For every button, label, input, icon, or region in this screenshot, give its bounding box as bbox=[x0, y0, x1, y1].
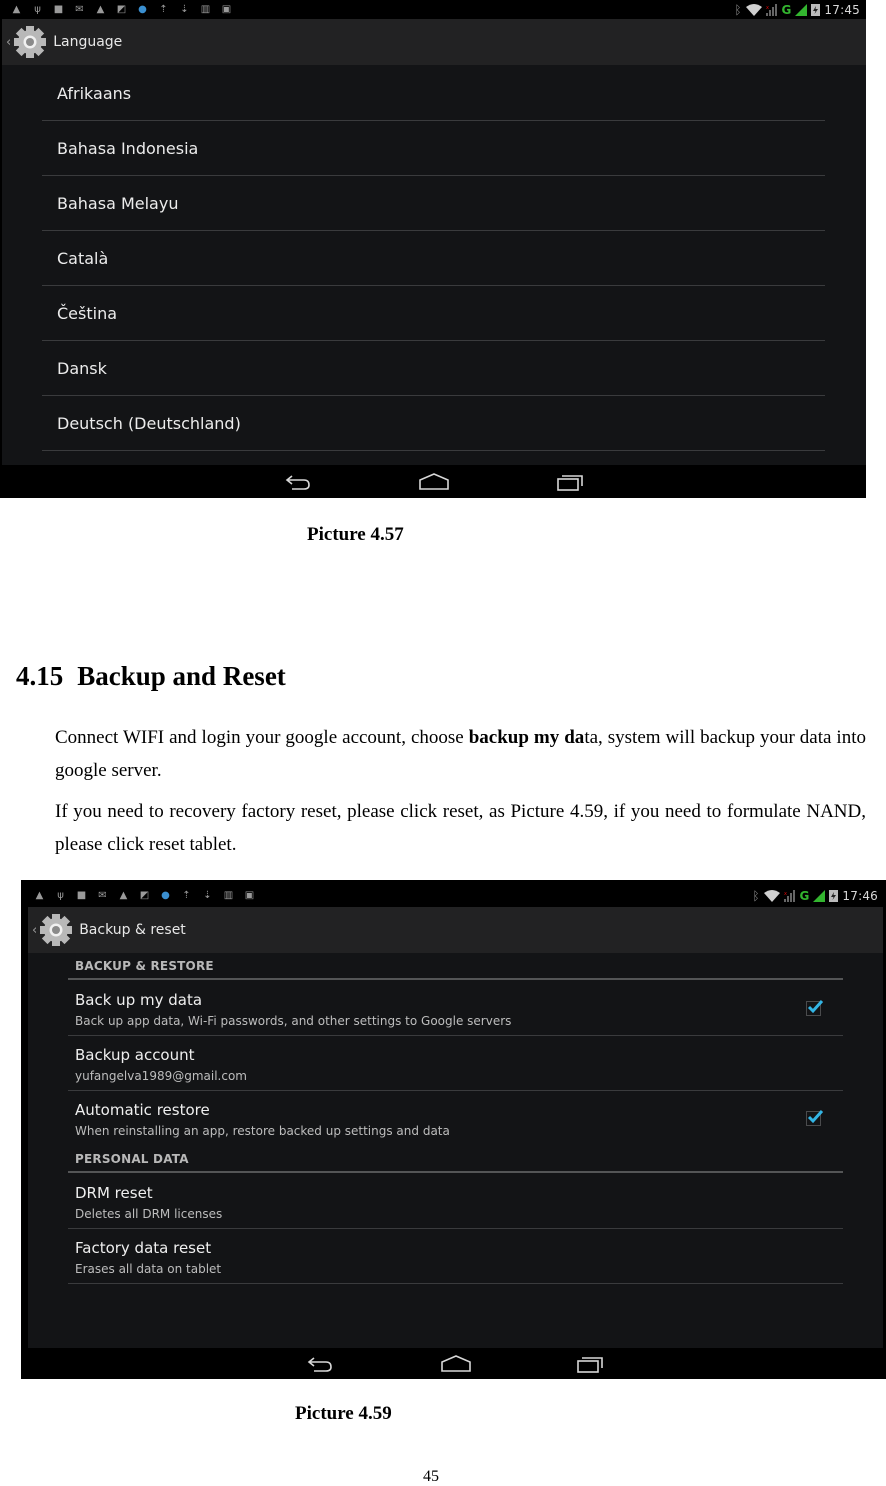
clock: 17:46 bbox=[842, 888, 878, 903]
settings-gear-icon[interactable] bbox=[13, 25, 47, 59]
section-heading bbox=[16, 661, 286, 692]
navigation-bar bbox=[0, 465, 866, 498]
pref-summary: Deletes all DRM licenses bbox=[75, 1207, 223, 1221]
pref-drm-reset[interactable] bbox=[68, 1174, 843, 1229]
paragraph-text: Connect WIFI and login your google account, choose bbox=[55, 727, 469, 748]
no-sim-icon: ◩ bbox=[116, 4, 127, 15]
barcode-icon: ▥ bbox=[200, 4, 211, 15]
language-label: Català bbox=[57, 249, 109, 268]
page-number: 45 bbox=[423, 1468, 439, 1485]
pref-title: Back up my data bbox=[75, 991, 203, 1009]
category-label: BACKUP & RESTORE bbox=[75, 959, 214, 973]
pref-automatic-restore[interactable] bbox=[68, 1091, 843, 1146]
pref-summary: Back up app data, Wi-Fi passwords, and other settings to Google servers bbox=[75, 1014, 512, 1028]
usb-icon: ψ bbox=[57, 890, 64, 901]
backup-reset-screenshot bbox=[21, 880, 886, 1379]
pref-backup-account[interactable] bbox=[68, 1036, 843, 1091]
recent-apps-icon bbox=[556, 473, 586, 491]
wifi-icon bbox=[746, 4, 762, 16]
language-item[interactable] bbox=[42, 66, 825, 121]
pref-summary: When reinstalling an app, restore backed up settings and data bbox=[75, 1124, 450, 1138]
checkmark-icon bbox=[806, 1107, 824, 1125]
gmail-icon: ✉ bbox=[75, 4, 84, 15]
pref-title: DRM reset bbox=[75, 1184, 153, 1202]
language-label: Čeština bbox=[57, 304, 118, 323]
bluetooth-icon: ᛒ bbox=[734, 2, 742, 17]
home-button[interactable] bbox=[414, 465, 454, 498]
paragraph-backup bbox=[55, 721, 866, 787]
pref-summary: Erases all data on tablet bbox=[75, 1262, 222, 1276]
pref-title: Backup account bbox=[75, 1046, 195, 1064]
pref-summary: yufangelva1989@gmail.com bbox=[75, 1069, 247, 1083]
language-screenshot bbox=[0, 0, 866, 498]
status-bar bbox=[0, 0, 866, 19]
sync-icon: ● bbox=[138, 4, 147, 15]
paragraph-text: ta, system will backup your data into google server. bbox=[55, 727, 866, 781]
automatic-restore-checkbox[interactable] bbox=[806, 1111, 821, 1126]
home-button[interactable] bbox=[436, 1348, 476, 1379]
recent-apps-button[interactable] bbox=[571, 1348, 611, 1379]
barcode-icon: ▥ bbox=[223, 890, 234, 901]
language-item[interactable] bbox=[42, 231, 825, 286]
gmail-icon: ✉ bbox=[98, 890, 107, 901]
pref-title: Factory data reset bbox=[75, 1239, 212, 1257]
recent-apps-button[interactable] bbox=[551, 465, 591, 498]
settings-gear-icon[interactable] bbox=[39, 913, 73, 947]
navigation-bar bbox=[21, 1348, 886, 1379]
svg-text:x: x bbox=[783, 890, 787, 897]
back-icon bbox=[284, 473, 312, 491]
figure-caption: Picture 4.59 bbox=[295, 1403, 392, 1424]
back-up-my-data-checkbox[interactable] bbox=[806, 1001, 821, 1016]
network-type-label: G bbox=[799, 888, 810, 903]
svg-text:x: x bbox=[765, 4, 769, 11]
language-label: Dansk bbox=[57, 359, 107, 378]
action-bar bbox=[28, 907, 883, 953]
warning-icon: ▲ bbox=[96, 4, 105, 15]
back-icon bbox=[306, 1355, 334, 1373]
action-bar bbox=[2, 19, 866, 65]
back-button[interactable] bbox=[300, 1348, 340, 1379]
bluetooth-icon: ᛒ bbox=[752, 888, 760, 903]
language-item[interactable] bbox=[42, 341, 825, 396]
action-bar-title: Language bbox=[53, 34, 123, 50]
upload-icon: ⇡ bbox=[159, 4, 168, 15]
warning-icon: ▲ bbox=[35, 890, 44, 901]
language-item[interactable] bbox=[42, 121, 825, 176]
pref-factory-data-reset[interactable] bbox=[68, 1229, 843, 1284]
battery-icon bbox=[829, 889, 838, 902]
clock: 17:45 bbox=[824, 2, 860, 17]
warning-icon: ▲ bbox=[12, 4, 21, 15]
language-item[interactable] bbox=[42, 176, 825, 231]
language-label: Bahasa Melayu bbox=[57, 194, 179, 213]
paragraph-bold-text: backup my da bbox=[468, 727, 585, 748]
signal-icon bbox=[784, 890, 796, 902]
back-button[interactable] bbox=[278, 465, 318, 498]
language-item[interactable] bbox=[42, 396, 825, 451]
home-icon bbox=[418, 473, 450, 491]
lock-icon: ■ bbox=[53, 4, 64, 15]
network-type-label: G bbox=[781, 2, 792, 17]
signal-strength-icon bbox=[813, 890, 825, 902]
language-item[interactable] bbox=[42, 286, 825, 341]
download-icon: ⇣ bbox=[203, 890, 212, 901]
figure-caption: Picture 4.57 bbox=[307, 524, 404, 545]
back-chevron-icon[interactable]: ‹ bbox=[6, 34, 12, 50]
signal-strength-icon bbox=[795, 4, 807, 16]
section-number: 4.15 bbox=[16, 661, 64, 691]
language-label: Deutsch (Deutschland) bbox=[57, 414, 241, 433]
signal-icon bbox=[766, 4, 778, 16]
lock-icon: ■ bbox=[76, 890, 87, 901]
usb-icon: ψ bbox=[34, 4, 41, 15]
battery-icon bbox=[811, 3, 820, 16]
back-chevron-icon[interactable]: ‹ bbox=[32, 922, 38, 938]
action-bar-title: Backup & reset bbox=[79, 922, 186, 938]
recent-apps-icon bbox=[576, 1355, 606, 1373]
home-icon bbox=[440, 1355, 472, 1373]
pref-title: Automatic restore bbox=[75, 1101, 210, 1119]
status-bar bbox=[21, 886, 886, 905]
category-personal-data bbox=[68, 1147, 843, 1173]
upload-icon: ⇡ bbox=[182, 890, 191, 901]
checkmark-icon bbox=[806, 997, 824, 1015]
warning-icon: ▲ bbox=[119, 890, 128, 901]
sync-icon: ● bbox=[161, 890, 170, 901]
play-store-icon: ▣ bbox=[244, 890, 255, 901]
paragraph-reset: If you need to recovery factory reset, please click reset, as Picture 4.59, if you need to formulate NAND, please click reset tablet. bbox=[55, 801, 866, 855]
pref-back-up-my-data[interactable] bbox=[68, 981, 843, 1036]
category-backup-restore bbox=[68, 954, 843, 980]
language-label: Bahasa Indonesia bbox=[57, 139, 199, 158]
language-label: Afrikaans bbox=[57, 84, 132, 103]
wifi-icon bbox=[764, 890, 780, 902]
play-store-icon: ▣ bbox=[221, 4, 232, 15]
category-label: PERSONAL DATA bbox=[75, 1152, 189, 1166]
download-icon: ⇣ bbox=[180, 4, 189, 15]
no-sim-icon: ◩ bbox=[139, 890, 150, 901]
section-title: Backup and Reset bbox=[77, 661, 286, 691]
